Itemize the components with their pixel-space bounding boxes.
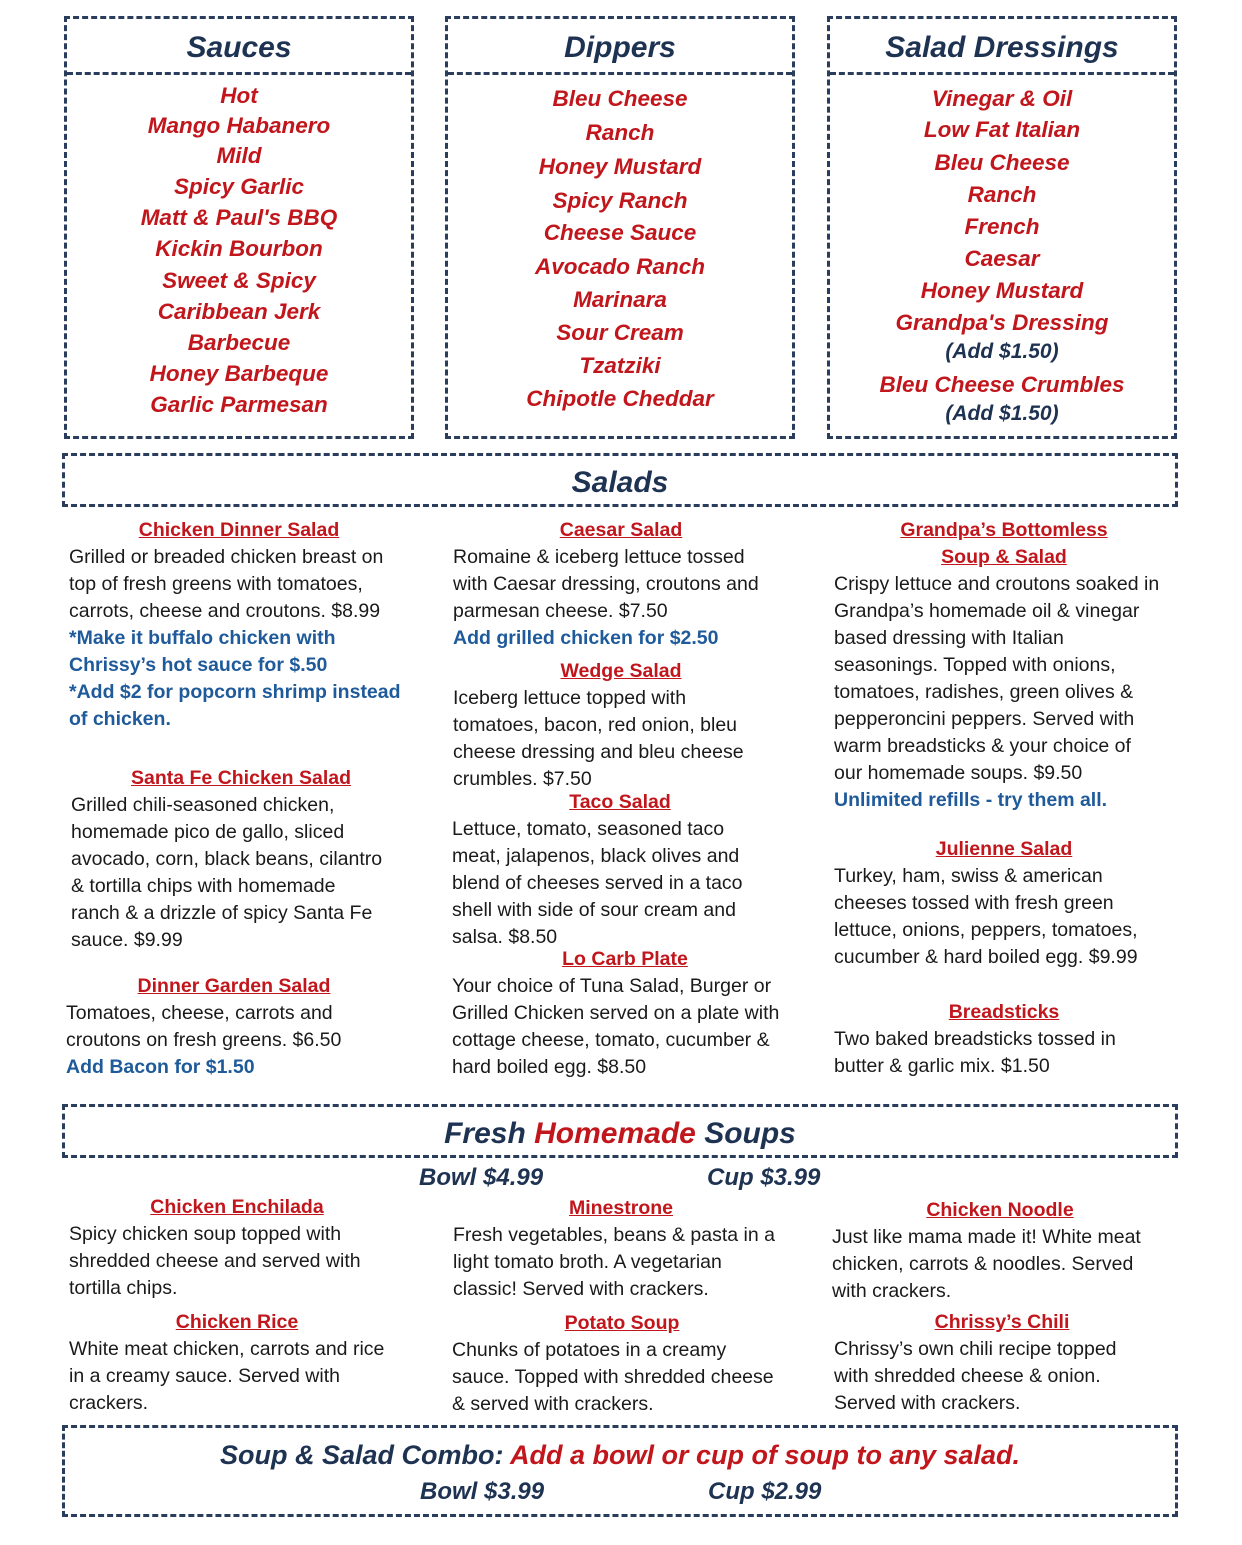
list-item: Mango Habanero	[147, 113, 331, 138]
list-item: Sweet & Spicy	[162, 268, 316, 293]
dressings-box	[827, 16, 1177, 439]
item-desc: Romaine & iceberg lettuce tossed with Caesar dressing, croutons and parmesan cheese. $7.50	[453, 546, 759, 622]
list-item: Ranch	[967, 182, 1037, 207]
list-item: Chipotle Cheddar	[526, 386, 714, 411]
item-note: *Make it buffalo chicken with Chrissy’s hot sauce for $.50 *Add $2 for popcorn shrimp instead of chicken.	[69, 627, 401, 730]
combo-cup-price: Cup $2.99	[708, 1478, 822, 1505]
soup-cup-price: Cup $3.99	[707, 1164, 821, 1191]
list-item: Barbecue	[187, 330, 291, 355]
item-desc: Spicy chicken soup topped with shredded cheese and served with tortilla chips.	[69, 1223, 361, 1299]
item-title: Chicken Rice	[175, 1311, 299, 1333]
list-item: Honey Barbeque	[149, 361, 329, 386]
soup-bowl-price: Bowl $4.99	[419, 1164, 544, 1191]
list-item: Bleu Cheese	[552, 86, 688, 111]
dippers-box	[445, 16, 795, 439]
item-desc: Crispy lettuce and croutons soaked in Grandpa’s homemade oil & vinegar based dressing with Italian seasonings. Topped with onions, tomatoes, radishes, green olives & pepperoncini peppers. Served with warm breadsticks & your choice of our homemade soups. $9.50	[834, 573, 1160, 784]
grandpas-bottomless-soup-salad	[834, 517, 1174, 814]
list-item: Low Fat Italian	[923, 117, 1081, 142]
item-title: Lo Carb Plate	[562, 948, 688, 970]
dippers-title: Dippers	[448, 19, 792, 75]
item-title: Grandpa’s Bottomless	[900, 519, 1108, 541]
sauces-box	[64, 16, 414, 439]
item-title: Taco Salad	[569, 791, 671, 813]
soups-title-c: Soups	[695, 1117, 796, 1150]
wedge-salad	[453, 658, 789, 793]
salads-title: Salads	[571, 466, 669, 499]
santa-fe-chicken-salad	[71, 765, 411, 954]
soups-header	[62, 1104, 1178, 1158]
item-title: Soup & Salad	[941, 546, 1067, 568]
item-desc: White meat chicken, carrots and rice in a creamy sauce. Served with crackers.	[69, 1338, 385, 1414]
dressings-title: Salad Dressings	[830, 19, 1174, 75]
item-desc: Two baked breadsticks tossed in butter & garlic mix. $1.50	[834, 1028, 1116, 1077]
list-item: Bleu Cheese	[934, 150, 1070, 175]
chicken-dinner-salad	[69, 517, 409, 733]
list-item: Matt & Paul's BBQ	[140, 205, 338, 230]
list-item: Ranch	[585, 120, 655, 145]
item-title: Chicken Enchilada	[150, 1196, 324, 1218]
item-title: Julienne Salad	[935, 838, 1073, 860]
chrissys-chili	[834, 1309, 1170, 1417]
list-item: Avocado Ranch	[534, 254, 706, 279]
list-item-note: (Add $1.50)	[945, 402, 1059, 425]
chicken-enchilada-soup	[69, 1194, 405, 1302]
list-item: Mild	[216, 143, 262, 168]
item-title: Chicken Noodle	[926, 1199, 1074, 1221]
julienne-salad	[834, 836, 1174, 971]
list-item: Caesar	[964, 246, 1040, 271]
item-desc: Chunks of potatoes in a creamy sauce. Topped with shredded cheese & served with crackers.	[452, 1339, 774, 1415]
item-desc: Lettuce, tomato, seasoned taco meat, jalapenos, black olives and blend of cheeses served in a taco shell with side of sour cream and salsa. $8.50	[452, 818, 743, 948]
item-desc: Grilled or breaded chicken breast on top of fresh greens with tomatoes, carrots, cheese and croutons. $8.99	[69, 546, 384, 622]
item-title: Santa Fe Chicken Salad	[131, 767, 351, 789]
dinner-garden-salad	[66, 973, 402, 1081]
list-item: Kickin Bourbon	[155, 236, 323, 261]
item-desc: Just like mama made it! White meat chicken, carrots & noodles. Served with crackers.	[832, 1226, 1141, 1302]
list-item: French	[964, 214, 1040, 239]
list-item: Grandpa's Dressing	[895, 310, 1109, 335]
item-note: Add Bacon for $1.50	[66, 1056, 255, 1078]
item-desc: Fresh vegetables, beans & pasta in a light tomato broth. A vegetarian classic! Served with crackers.	[453, 1224, 775, 1300]
item-desc: Tomatoes, cheese, carrots and croutons on fresh greens. $6.50	[66, 1002, 342, 1051]
list-item: Caribbean Jerk	[157, 299, 321, 324]
combo-label: Soup & Salad Combo:	[219, 1440, 510, 1470]
minestrone-soup	[453, 1195, 789, 1303]
sauces-title: Sauces	[67, 19, 411, 75]
potato-soup	[452, 1310, 792, 1418]
list-item: Spicy Garlic	[173, 174, 305, 199]
item-title: Breadsticks	[948, 1001, 1060, 1023]
lo-carb-plate	[452, 946, 798, 1081]
soups-title-b: Homemade	[534, 1117, 696, 1150]
breadsticks	[834, 999, 1174, 1080]
list-item-note: (Add $1.50)	[945, 340, 1059, 363]
item-desc: Turkey, ham, swiss & american cheeses tossed with fresh green lettuce, onions, peppers, tomatoes, cucumber & hard boiled egg. $9.99	[834, 865, 1138, 968]
combo-text: Add a bowl or cup of soup to any salad.	[509, 1440, 1021, 1470]
item-desc: Your choice of Tuna Salad, Burger or Grilled Chicken served on a plate with cottage cheese, tomato, cucumber & hard boiled egg. $8.50	[452, 975, 780, 1078]
list-item: Vinegar & Oil	[931, 86, 1073, 111]
item-desc: Chrissy’s own chili recipe topped with shredded cheese & onion. Served with crackers.	[834, 1338, 1117, 1414]
list-item: Honey Mustard	[920, 278, 1084, 303]
item-note: Add grilled chicken for $2.50	[453, 627, 719, 649]
chicken-rice-soup	[69, 1309, 405, 1417]
combo-bowl-price: Bowl $3.99	[420, 1478, 545, 1505]
item-title: Chrissy’s Chili	[934, 1311, 1070, 1333]
item-title: Wedge Salad	[560, 660, 682, 682]
list-item: Marinara	[573, 287, 667, 312]
list-item: Sour Cream	[556, 320, 684, 345]
list-item: Tzatziki	[579, 353, 661, 378]
item-title: Caesar Salad	[559, 519, 683, 541]
list-item: Cheese Sauce	[543, 220, 697, 245]
item-title: Chicken Dinner Salad	[138, 519, 340, 541]
item-note: Unlimited refills - try them all.	[834, 789, 1108, 811]
list-item: Bleu Cheese Crumbles	[879, 372, 1125, 397]
item-title: Minestrone	[568, 1197, 673, 1219]
chicken-noodle-soup	[832, 1197, 1168, 1305]
combo-line	[65, 1440, 1175, 1471]
taco-salad	[452, 789, 788, 951]
item-desc: Iceberg lettuce topped with tomatoes, bacon, red onion, bleu cheese dressing and bleu cheese crumbles. $7.50	[453, 687, 744, 790]
item-title: Dinner Garden Salad	[137, 975, 331, 997]
caesar-salad	[453, 517, 789, 652]
list-item: Spicy Ranch	[552, 188, 688, 213]
list-item: Honey Mustard	[538, 154, 702, 179]
list-item: Hot	[220, 83, 258, 108]
salads-header	[62, 453, 1178, 507]
item-desc: Grilled chili-seasoned chicken, homemade pico de gallo, sliced avocado, corn, black beans, cilantro & tortilla chips with homemade ranch & a drizzle of spicy Santa Fe sauce. $9.99	[71, 794, 383, 951]
list-item: Garlic Parmesan	[150, 392, 328, 417]
soups-title-a: Fresh	[444, 1117, 535, 1150]
item-title: Potato Soup	[564, 1312, 680, 1334]
combo-box	[62, 1425, 1178, 1517]
